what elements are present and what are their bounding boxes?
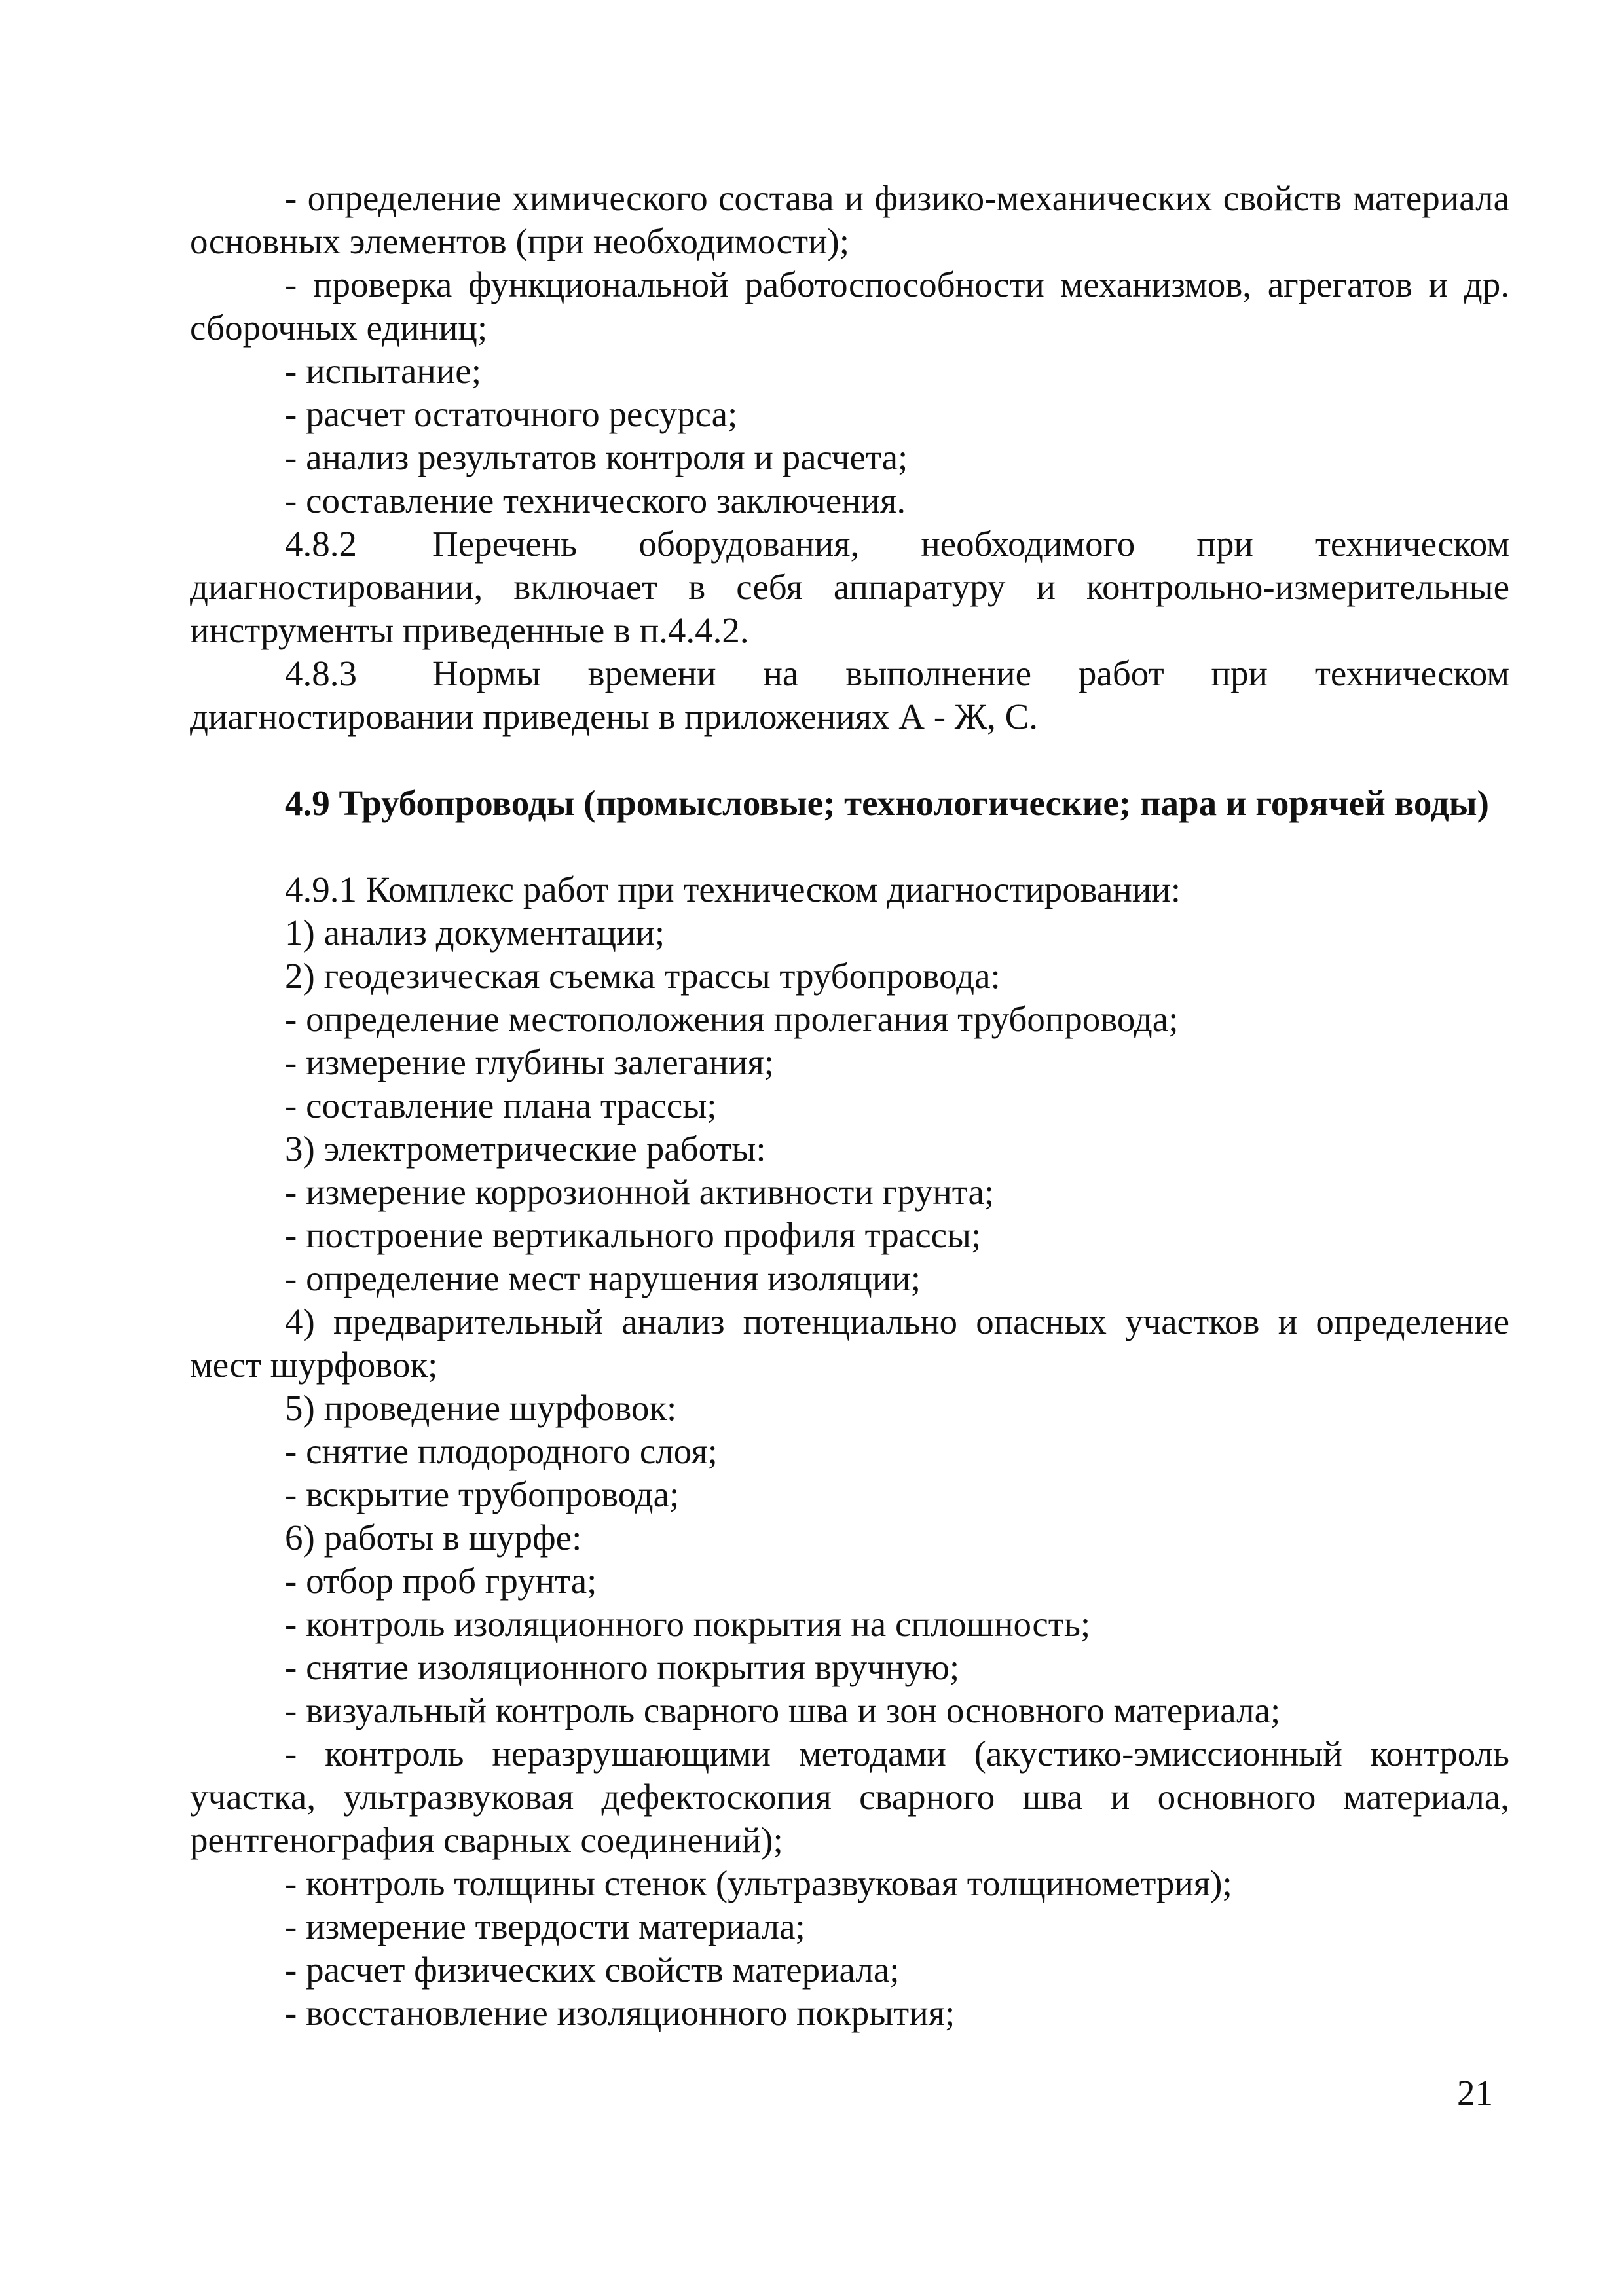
list-item: 4) предварительный анализ потенциально опасных участков и определение мест шурфовок; <box>190 1302 1509 1385</box>
list-item: - снятие изоляционного покрытия вручную; <box>285 1647 960 1687</box>
list-item: - построение вертикального профиля трассы; <box>285 1215 982 1255</box>
list-item: 5) проведение шурфовок: <box>285 1388 677 1428</box>
paragraph-text: Нормы времени на выполнение работ при техническом диагностировании приведены в приложениях А - Ж, С. <box>190 653 1509 737</box>
list-item: - составление технического заключения. <box>285 481 906 520</box>
list-item: - определение местоположения пролегания трубопровода; <box>285 999 1179 1039</box>
list-item: - контроль толщины стенок (ультразвуковая толщинометрия); <box>285 1863 1232 1903</box>
list-item: 6) работы в шурфе: <box>285 1518 582 1558</box>
paragraph-number: 4.8.3 <box>285 653 357 693</box>
list-item: - определение химического состава и физико-механических свойств материала основных элементов (при необходимости); <box>190 178 1509 261</box>
list-item: - проверка функциональной работоспособности механизмов, агрегатов и др. сборочных единиц; <box>190 264 1509 348</box>
list-item: - расчет остаточного ресурса; <box>285 394 738 434</box>
list-item: - контроль изоляционного покрытия на сплошность; <box>285 1604 1091 1644</box>
list-item: - расчет физических свойств материала; <box>285 1950 900 1990</box>
list-item: 3) электрометрические работы: <box>285 1129 766 1169</box>
section-heading: 4.9 Трубопроводы (промысловые; технологические; пара и горячей воды) <box>285 783 1489 823</box>
list-item: - измерение глубины залегания; <box>285 1042 775 1082</box>
list-item: - контроль неразрушающими методами (акустико-эмиссионный контроль участка, ультразвуковая дефектоскопия сварного шва и основного материала, рентгенография сварных соединений); <box>190 1734 1509 1860</box>
list-item: - испытание; <box>285 351 481 391</box>
list-item: - снятие плодородного слоя; <box>285 1431 718 1471</box>
list-item: 2) геодезическая съемка трассы трубопровода: <box>285 956 1001 996</box>
paragraph-4-8-2 <box>190 522 1509 652</box>
list-item: - определение мест нарушения изоляции; <box>285 1258 921 1298</box>
list-item: 4.9.1 Комплекс работ при техническом диагностировании: <box>285 869 1181 909</box>
paragraph-number: 4.8.2 <box>285 524 357 564</box>
list-item: 1) анализ документации; <box>285 913 665 953</box>
paragraph-text: Перечень оборудования, необходимого при техническом диагностировании, включает в себя аппаратуру и контрольно-измерительные инструменты приведенные в п.4.4.2. <box>190 524 1509 650</box>
list-item: - вскрытие трубопровода; <box>285 1474 680 1514</box>
list-item: - составление плана трассы; <box>285 1085 717 1125</box>
list-item: - анализ результатов контроля и расчета; <box>285 437 908 477</box>
list-item: - измерение коррозионной активности грунта; <box>285 1172 995 1212</box>
document-page <box>190 177 1509 2035</box>
page-number: 21 <box>1457 2073 1493 2113</box>
list-item: - восстановление изоляционного покрытия; <box>285 1993 955 2033</box>
list-item: - визуальный контроль сварного шва и зон основного материала; <box>285 1690 1281 1730</box>
list-item: - измерение твердости материала; <box>285 1906 805 1946</box>
list-item: - отбор проб грунта; <box>285 1561 597 1601</box>
paragraph-4-8-3 <box>190 652 1509 738</box>
